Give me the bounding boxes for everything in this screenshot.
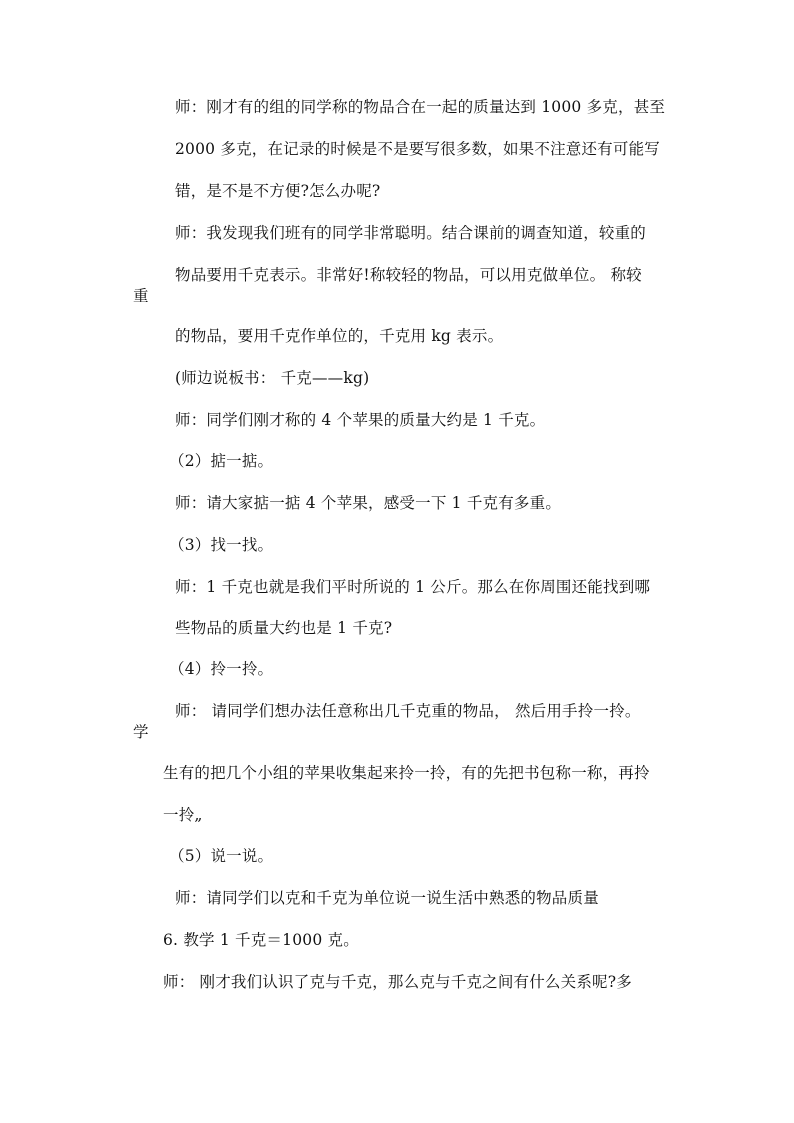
text-line: 师： 请同学们想办法任意称出几千克重的物品， 然后用手拎一拎。 [175,702,641,720]
text-line: 师： 刚才我们认识了克与千克，那么克与千克之间有什么关系呢?多 [163,973,632,991]
text-line: 生有的把几个小组的苹果收集起来拎一拎，有的先把书包称一称，再拎 [163,764,650,782]
text-line: 师：我发现我们班有的同学非常聪明。结合课前的调查知道，较重的 [175,224,647,242]
text-line: (师边说板书： 千克——kg) [175,369,370,387]
text-line: （3）找一找。 [169,536,274,554]
text-line: （2）掂一掂。 [169,452,274,470]
text-line: 师：请大家掂一掂 4 个苹果，感受一下 1 千克有多重。 [175,494,562,512]
text-line: （4）拎一拎。 [169,660,274,678]
text-line: 师：请同学们以克和千克为单位说一说生活中熟悉的物品质量 [175,889,599,907]
text-line: 学 [133,723,149,741]
text-line: 一拎„ [163,806,203,824]
text-line: 物品要用千克表示。非常好!称较轻的物品，可以用克做单位。 称较 [175,266,642,284]
text-line: （5）说一说。 [169,847,274,865]
text-line: 些物品的质量大约也是 1 千克? [175,619,393,637]
text-line: 师：刚才有的组的同学称的物品合在一起的质量达到 1000 多克，甚至 [175,98,666,116]
text-line: 的物品，要用千克作单位的，千克用 kg 表示。 [175,327,504,345]
text-line: 2000 多克，在记录的时候是不是要写很多数，如果不注意还有可能写 [175,140,660,158]
text-line: 重 [133,287,149,305]
text-line: 师：同学们刚才称的 4 个苹果的质量大约是 1 千克。 [175,411,546,429]
text-line: 6. 教学 1 千克＝1000 克。 [163,931,359,949]
text-line: 师：1 千克也就是我们平时所说的 1 公斤。那么在你周围还能找到哪 [175,578,651,596]
text-line: 错，是不是不方便?怎么办呢? [175,182,381,200]
